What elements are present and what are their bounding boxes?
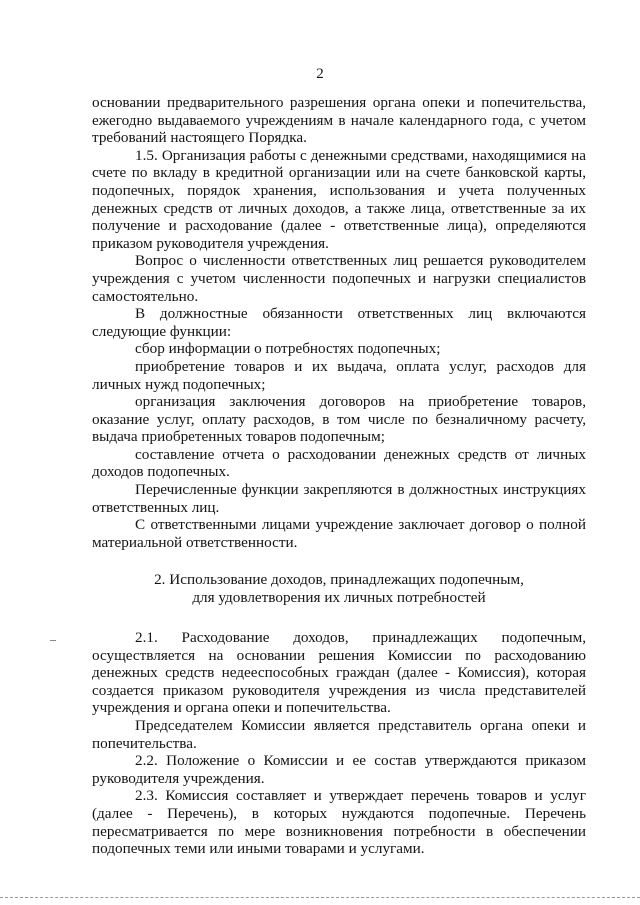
- margin-mark: [50, 640, 56, 641]
- section-heading-line: для удовлетворения их личных потребностей: [192, 589, 486, 607]
- paragraph: 2.2. Положение о Комиссии и ее состав утверждаются приказом руководителя учреждения.: [92, 752, 586, 787]
- paragraph: 2.1. Расходование доходов, принадлежащих подопечным, осуществляется на основании решения Комиссии по расходованию денежных средств недееспособных граждан (далее - Комиссия), которая создается приказом руководителя учреждения из числа представителей учреждения и органа опеки и попечительства.: [92, 629, 586, 717]
- section-heading: [92, 571, 586, 607]
- document-body: [92, 94, 586, 858]
- section-heading-line: 2. Использование доходов, принадлежащих подопечным,: [154, 571, 524, 589]
- paragraph: организация заключения договоров на приобретение товаров, оказание услуг, оплату расходов, в том числе по безналичному расчету, выдача приобретенных товаров подопечным;: [92, 393, 586, 446]
- paragraph: В должностные обязанности ответственных лиц включаются следующие функции:: [92, 305, 586, 340]
- paragraph: 2.3. Комиссия составляет и утверждает перечень товаров и услуг (далее - Перечень), в которых нуждаются подопечные. Перечень пересматривается по мере возникновения потребности в обеспечении подопечных теми или иными товарами и услугами.: [92, 787, 586, 858]
- paragraph: сбор информации о потребностях подопечных;: [135, 340, 441, 358]
- paragraph: Вопрос о численности ответственных лиц решается руководителем учреждения с учетом численности подопечных и нагрузки специалистов самостоятельно.: [92, 252, 586, 305]
- bottom-edge-line: [0, 897, 640, 898]
- paragraph: Перечисленные функции закрепляются в должностных инструкциях ответственных лиц.: [92, 481, 586, 516]
- paragraph: 1.5. Организация работы с денежными средствами, находящимися на счете по вкладу в кредитной организации или на счете банковской карты, подопечных, порядок хранения, использования и учета полученных денежных средств от личных доходов, а также лица, ответственные за их получение и расходование (далее - ответственные лица), определяются приказом руководителя учреждения.: [92, 146, 586, 252]
- paragraph: составление отчета о расходовании денежных средств от личных доходов подопечных.: [92, 445, 586, 481]
- paragraph: Председателем Комиссии является представитель органа опеки и попечительства.: [92, 717, 586, 752]
- page-number: 2: [316, 66, 324, 82]
- paragraph: С ответственными лицами учреждение заключает договор о полной материальной ответственности.: [92, 516, 586, 551]
- paragraph: приобретение товаров и их выдача, оплата услуг, расходов для личных нужд подопечных;: [92, 357, 586, 393]
- paragraph: основании предварительного разрешения органа опеки и попечительства, ежегодно выдаваемого учреждениям в начале календарного года, с учетом требований настоящего Порядка.: [92, 94, 586, 147]
